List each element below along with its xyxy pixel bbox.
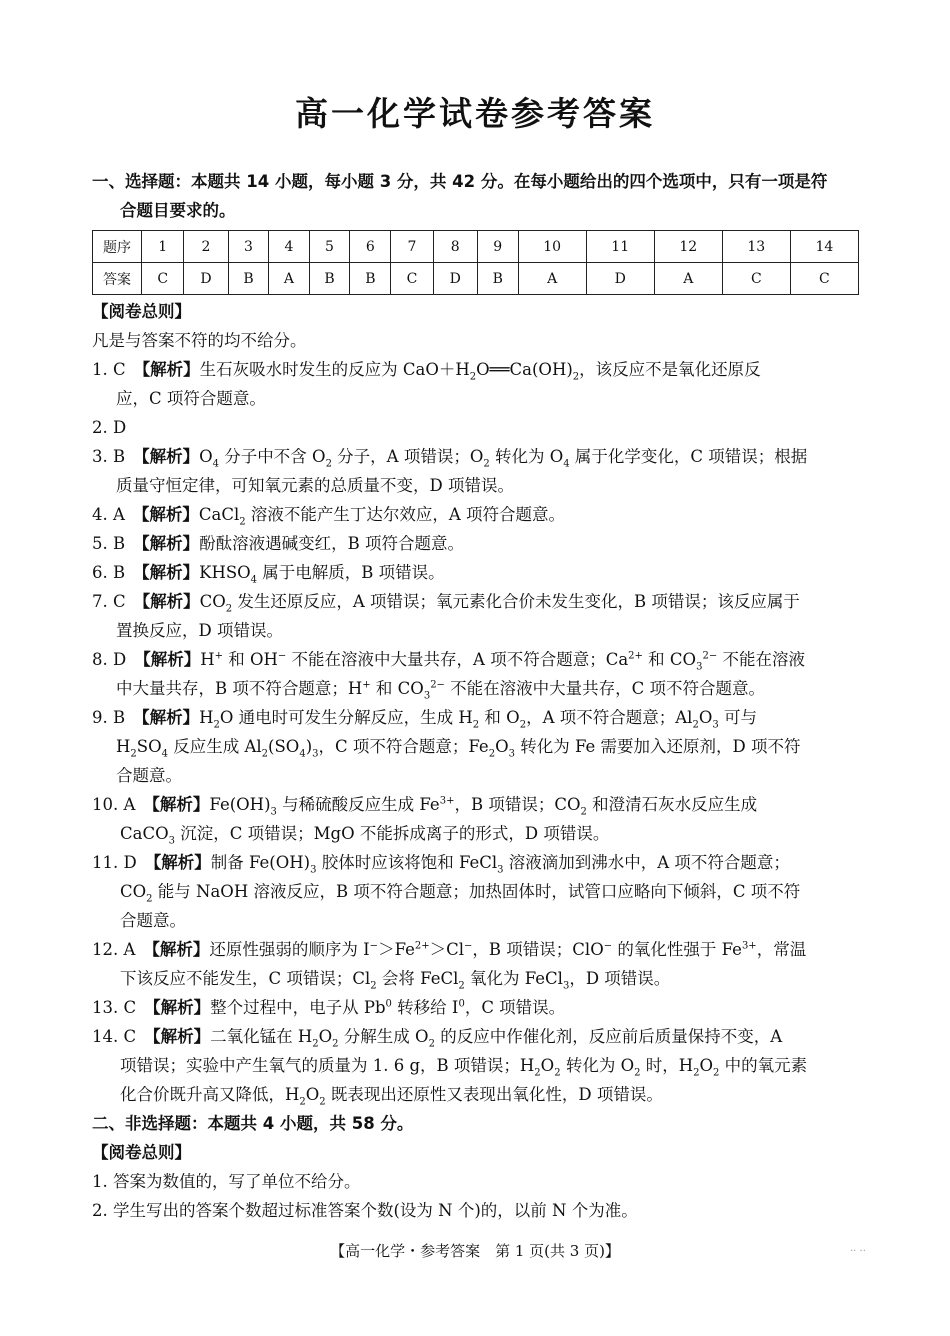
item-8: 8. D 【解析】H+ 和 OH− 不能在溶液中大量共存，A 项不符合题意；$Ca^{2+}$ 和 $CO_3^{2-}$ 不能在溶液 中大量共存，B 项不符合题意；H+ 和 $CO_3^{2-}$ 不能在溶液中大量共存，C 项不符合题意。 bbox=[92, 650, 805, 702]
item-3: 3. B 【解析】$O_4$ 分子中不含 $O_2$ 分子，A 项错误；$O_2$ 转化为 $O_4$ 属于化学变化，C 项错误；根据 质量守恒定律，可知氧元素的总质量不变，D 项错误。 bbox=[92, 447, 808, 495]
rules2-item-2: 2. 学生写出的答案个数超过标准答案个数(设为 N 个)的，以前 N 个为准。 bbox=[92, 1201, 638, 1220]
item-5: 5. B 【解析】酚酞溶液遇碱变红，B 项符合题意。 bbox=[92, 534, 464, 553]
section1-line2: 合题目要求的。 bbox=[120, 201, 236, 220]
corner-mark: .. .. bbox=[850, 1243, 866, 1254]
answer-cell: B bbox=[309, 263, 350, 295]
item-14: 14. C 【解析】二氧化锰在 $H_2O_2$ 分解生成 $O_2$ 的反应中作催化剂，反应前后质量保持不变，A 项错误；实验中产生氧气的质量为 1. 6 g，B 项错误；$H_2O_2$ 转化为 $O_2$ 时，$H_2O_2$ 中的氧元素 化合价既升高又降低，$H_2O_2$ 既表现出还原性又表现出氧化性，D 项错误。 bbox=[92, 1027, 808, 1108]
item-13: 13. C 【解析】整个过程中，电子从 Pb$^0$ 转移给 $I^0$，C 项错误。 bbox=[92, 998, 566, 1017]
answer-cell: C bbox=[790, 263, 858, 295]
question-number-cell: 7 bbox=[391, 231, 433, 263]
answer-cell: C bbox=[722, 263, 790, 295]
section1-line1: 一、选择题：本题共 14 小题，每小题 3 分，共 42 分。在每小题给出的四个选项中，只有一项是符 bbox=[92, 172, 828, 191]
table-row-numbers bbox=[93, 231, 859, 263]
rules1-text: 凡是与答案不符的均不给分。 bbox=[92, 331, 307, 350]
item-4: 4. A 【解析】CaCl$_2$ 溶液不能产生丁达尔效应，A 项符合题意。 bbox=[92, 505, 566, 528]
question-number-cell: 11 bbox=[586, 231, 654, 263]
question-number-cell: 2 bbox=[184, 231, 228, 263]
question-number-cell: 13 bbox=[722, 231, 790, 263]
row-label-number: 题序 bbox=[93, 231, 142, 263]
rules2-heading: 【阅卷总则】 bbox=[92, 1143, 191, 1162]
question-number-cell: 6 bbox=[350, 231, 391, 263]
page-title: 高一化学试卷参考答案 bbox=[295, 94, 655, 133]
section1-heading bbox=[92, 167, 872, 225]
question-number-cell: 4 bbox=[269, 231, 309, 263]
answer-cell: C bbox=[391, 263, 433, 295]
question-number-cell: 3 bbox=[228, 231, 269, 263]
item-1: 1. C 【解析】生石灰吸水时发生的反应为 $CaO+H_2O══Ca(OH)_2$，该反应不是氧化还原反 应，C 项符合题意。 bbox=[92, 360, 761, 408]
item-2: 2. D bbox=[92, 418, 127, 437]
answer-cell: D bbox=[184, 263, 228, 295]
item-9: 9. B 【解析】$H_2O$ 通电时可发生分解反应，生成 $H_2$ 和 $O_2$，A 项不符合题意；$Al_2O_3$ 可与 $H_2SO_4$ 反应生成 $Al_2(SO_4)_3$，C 项不符合题意；$Fe_2O_3$ 转化为 Fe 需要加入还原剂，D 项不符 合题意。 bbox=[92, 708, 801, 785]
item-6: 6. B 【解析】$KHSO_4$ 属于电解质，B 项错误。 bbox=[92, 563, 445, 586]
answer-cell: A bbox=[518, 263, 586, 295]
table-row-answers bbox=[93, 263, 859, 295]
rules2-item-1: 1. 答案为数值的，写了单位不给分。 bbox=[92, 1172, 361, 1191]
answer-cell: A bbox=[269, 263, 309, 295]
item-12: 12. A 【解析】还原性强弱的顺序为 $I^->Fe^{2+}>Cl^-$，B 项错误；ClO− 的氧化性强于 $Fe^{3+}$，常温 下该反应不能发生，C 项错误；$Cl_2$ 会将 FeCl$_2$ 氧化为 FeCl$_3$，D 项错误。 bbox=[92, 940, 807, 992]
question-number-cell: 9 bbox=[477, 231, 518, 263]
page-footer: 【高一化学・参考答案 第 1 页(共 3 页)】 bbox=[330, 1242, 620, 1260]
answer-table bbox=[92, 230, 859, 295]
question-number-cell: 5 bbox=[309, 231, 350, 263]
section2-heading: 二、非选择题：本题共 4 小题，共 58 分。 bbox=[92, 1114, 414, 1133]
question-number-cell: 8 bbox=[433, 231, 477, 263]
answer-cell: B bbox=[228, 263, 269, 295]
rules1-heading: 【阅卷总则】 bbox=[92, 302, 191, 321]
row-label-answer: 答案 bbox=[93, 263, 142, 295]
question-number-cell: 1 bbox=[142, 231, 184, 263]
answer-cell: D bbox=[586, 263, 654, 295]
answer-cell: B bbox=[477, 263, 518, 295]
answer-cell: B bbox=[350, 263, 391, 295]
analysis-block bbox=[92, 297, 862, 1225]
item-7: 7. C 【解析】$CO_2$ 发生还原反应，A 项错误；氧元素化合价未发生变化，B 项错误；该反应属于 置换反应，D 项错误。 bbox=[92, 592, 800, 640]
question-number-cell: 12 bbox=[654, 231, 722, 263]
answer-cell: C bbox=[142, 263, 184, 295]
item-10: 10. A 【解析】$Fe(OH)_3$ 与稀硫酸反应生成 $Fe^{3+}$，B 项错误；$CO_2$ 和澄清石灰水反应生成 CaCO$_3$ 沉淀，C 项错误；MgO 不能拆成离子的形式，D 项错误。 bbox=[92, 795, 758, 847]
answer-cell: A bbox=[654, 263, 722, 295]
answer-cell: D bbox=[433, 263, 477, 295]
question-number-cell: 10 bbox=[518, 231, 586, 263]
question-number-cell: 14 bbox=[790, 231, 858, 263]
item-11: 11. D 【解析】制备 $Fe(OH)_3$ 胶体时应该将饱和 FeCl$_3$ 溶液滴加到沸水中，A 项不符合题意； $CO_2$ 能与 NaOH 溶液反应，B 项不符合题意；加热固体时，试管口应略向下倾斜，C 项不符 合题意。 bbox=[92, 853, 801, 930]
